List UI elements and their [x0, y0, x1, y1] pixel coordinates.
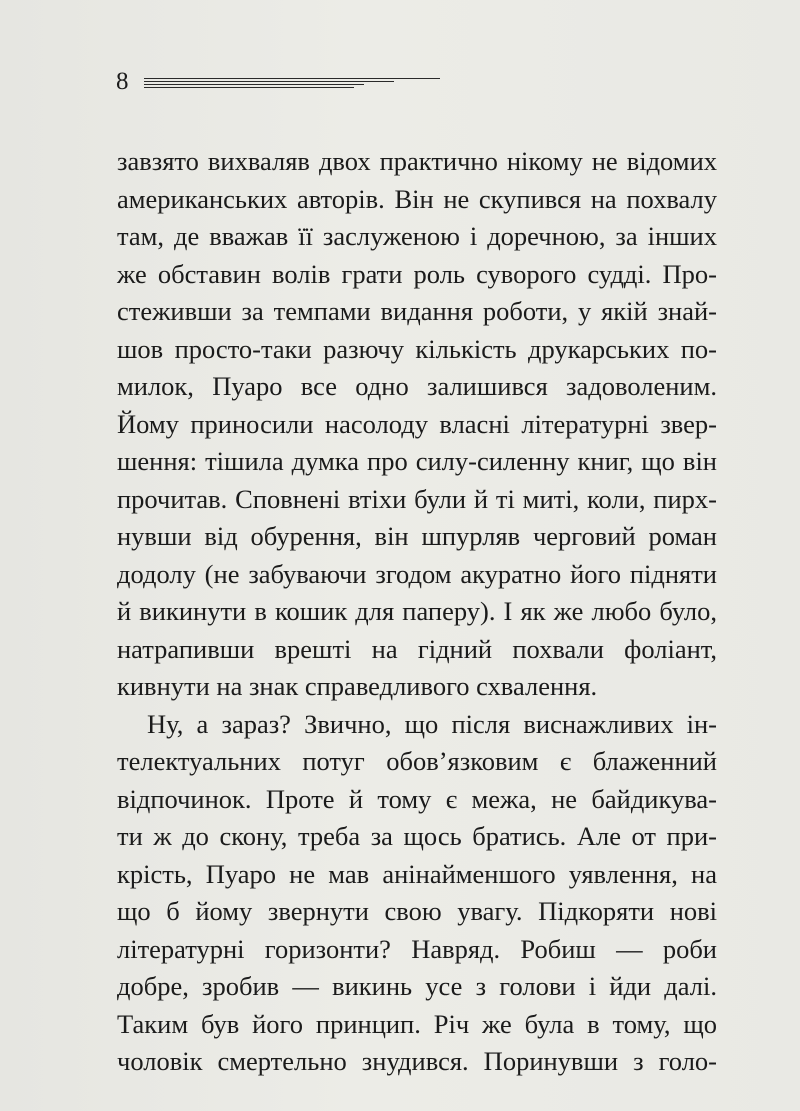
text-line: шов просто-таки разючу кількість друкарських по- [117, 333, 717, 364]
text-line: натрапивши врешті на гідний похвали фоліант, [117, 633, 717, 664]
body-text [117, 143, 717, 1081]
text-line: прочитав. Сповнені втіхи були й ті миті, коли, пирх- [117, 483, 717, 514]
text-line: літературні горизонти? Навряд. Робиш — роби [117, 933, 717, 964]
text-line: там, де вважав її заслуженою і доречною, за інших [117, 221, 717, 251]
text-line: милок, Пуаро все одно залишився задоволеним. [117, 371, 717, 401]
text-line: же обставин волів грати роль суворого судді. Про- [117, 258, 717, 289]
header-rule-line [144, 78, 440, 79]
text-line: Ну, а зараз? Звично, що після виснажливих ін- [147, 708, 717, 739]
text-line: крість, Пуаро не мав анінайменшого уявлення, на [117, 858, 717, 889]
page-number: 8 [116, 68, 129, 95]
text-line: відпочинок. Проте й тому є межа, не байдикува- [117, 783, 717, 814]
header-rule-line [144, 84, 364, 85]
text-line: телектуальних потуг обов’язковим є блаженний [117, 746, 717, 776]
text-line: ти ж до скону, треба за щось братись. Але от при- [117, 821, 717, 851]
text-line: добре, зробив — викинь усе з голови і йди далі. [117, 971, 717, 1001]
text-line: стеживши за темпами видання роботи, у якій знай- [117, 296, 717, 326]
text-line: американських авторів. Він не скупився на похвалу [117, 183, 717, 214]
text-line: додолу (не забуваючи згодом акуратно його підняти [117, 558, 717, 589]
text-line: Йому приносили насолоду власні літературні звер- [117, 408, 717, 439]
text-line: завзято вихваляв двох практично нікому не відомих [117, 146, 717, 176]
text-line: нувши від обурення, він шпурляв черговий роман [117, 521, 717, 551]
text-line: шення: тішила думка про силу-силенну книг, що він [117, 446, 717, 476]
running-header [116, 66, 446, 98]
text-line: що б йому звернути свою увагу. Підкоряти нові [117, 896, 717, 926]
header-rule [144, 78, 440, 90]
text-line: й викинути в кошик для паперу). І як же любо було, [117, 596, 717, 626]
text-line: чоловік смертельно знудився. Поринувши з голо- [117, 1046, 717, 1076]
text-line: кивнути на знак справедливого схвалення. [117, 671, 598, 701]
text-line: Таким був його принцип. Річ же була в тому, що [117, 1008, 717, 1039]
header-rule-line [144, 81, 394, 82]
header-rule-line [144, 87, 354, 88]
